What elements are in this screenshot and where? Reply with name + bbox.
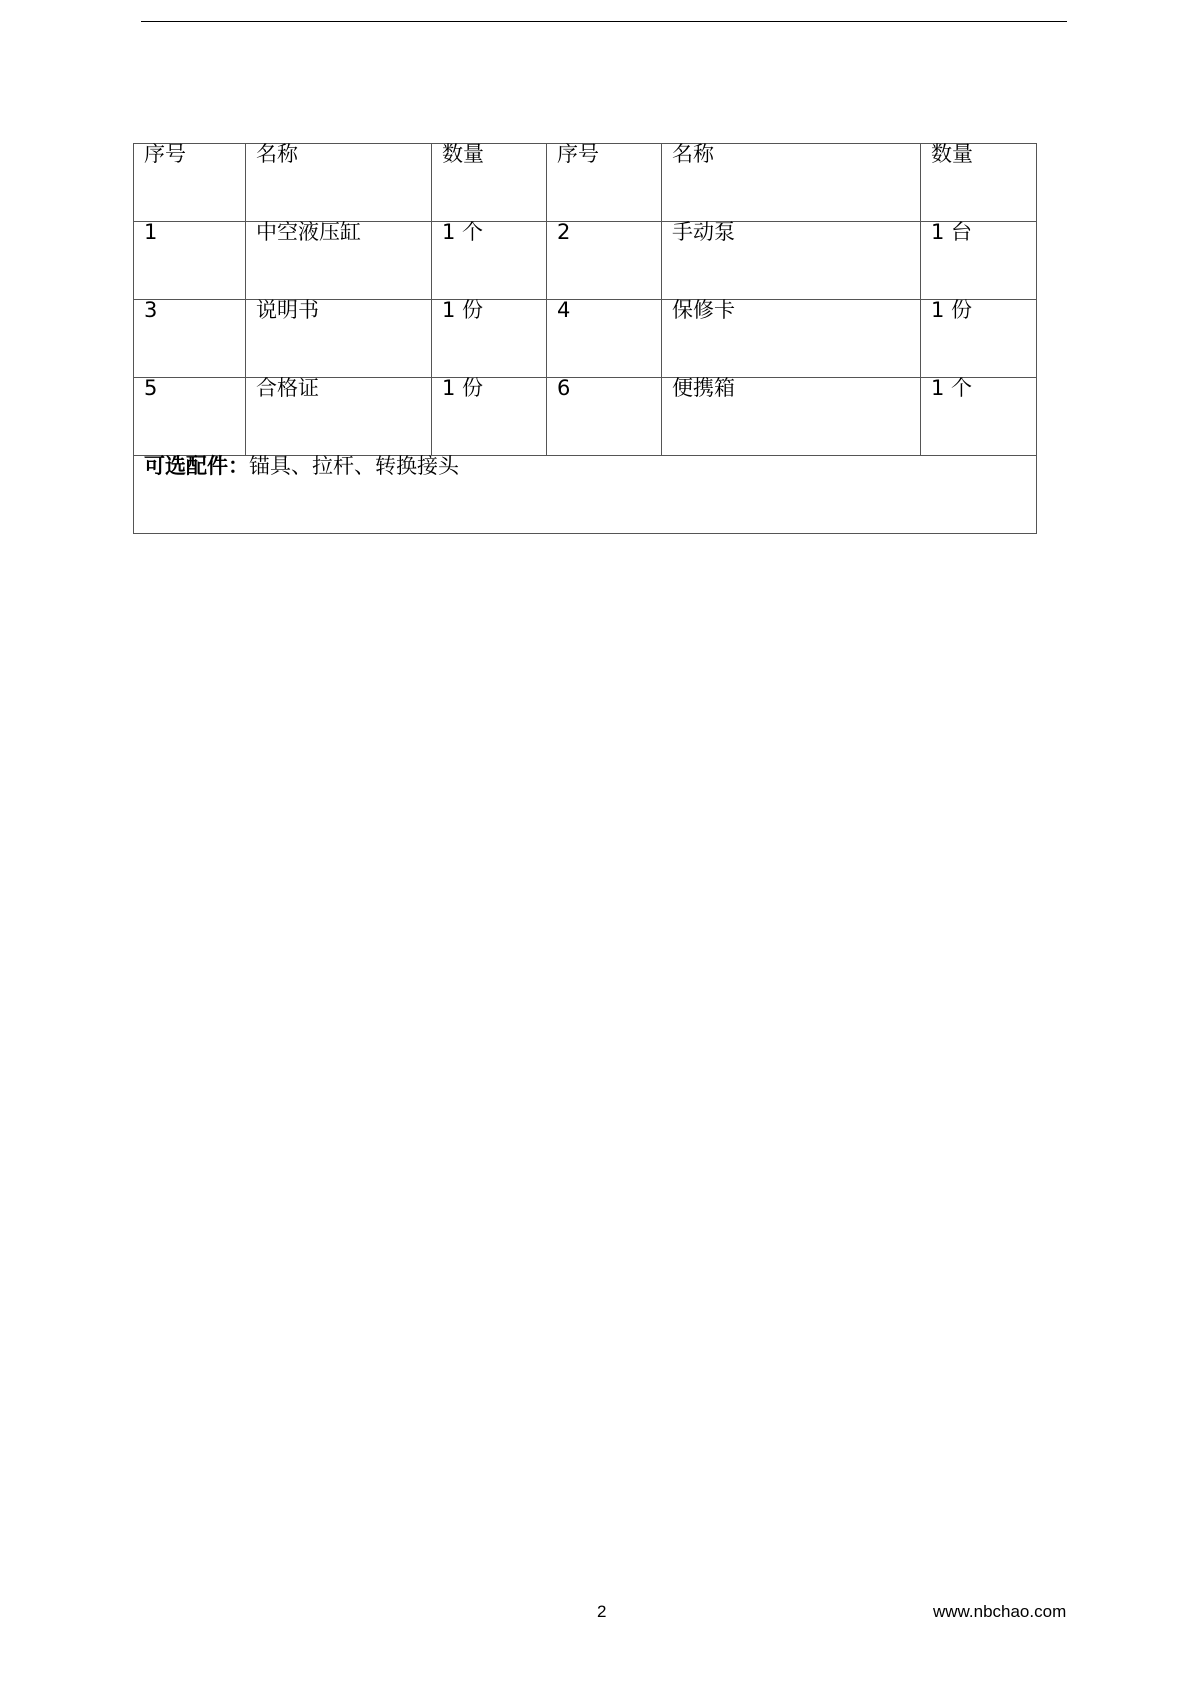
header-cell: 序号 [134, 144, 246, 222]
table-row [134, 378, 1037, 456]
table-cell: 6 [547, 378, 662, 456]
header-cell: 名称 [662, 144, 921, 222]
table-row [134, 300, 1037, 378]
table-cell: 中空液压缸 [246, 222, 432, 300]
table-cell: 1 台 [921, 222, 1037, 300]
table-cell: 便携箱 [662, 378, 921, 456]
parts-table [133, 143, 1037, 534]
accessories-cell [134, 456, 1037, 534]
table-cell: 4 [547, 300, 662, 378]
table-cell: 1 份 [432, 300, 547, 378]
table-cell: 1 份 [432, 378, 547, 456]
accessories-row [134, 456, 1037, 534]
table-row [134, 222, 1037, 300]
table-cell: 合格证 [246, 378, 432, 456]
table-cell: 3 [134, 300, 246, 378]
header-cell: 序号 [547, 144, 662, 222]
site-url: www.nbchao.com [933, 1602, 1067, 1621]
table-cell: 5 [134, 378, 246, 456]
table-cell: 保修卡 [662, 300, 921, 378]
table-cell: 说明书 [246, 300, 432, 378]
table-cell: 1 份 [921, 300, 1037, 378]
accessories-label: 可选配件： [144, 454, 249, 478]
table-cell: 1 [134, 222, 246, 300]
header-rule [141, 21, 1067, 22]
header-cell: 数量 [432, 144, 547, 222]
header-cell: 名称 [246, 144, 432, 222]
table-cell: 1 个 [432, 222, 547, 300]
table-cell: 手动泵 [662, 222, 921, 300]
table-header-row [134, 144, 1037, 222]
page-number: 2 [597, 1602, 607, 1621]
table-cell: 2 [547, 222, 662, 300]
accessories-items: 锚具、拉杆、转换接头 [249, 454, 459, 478]
header-cell: 数量 [921, 144, 1037, 222]
table-cell: 1 个 [921, 378, 1037, 456]
